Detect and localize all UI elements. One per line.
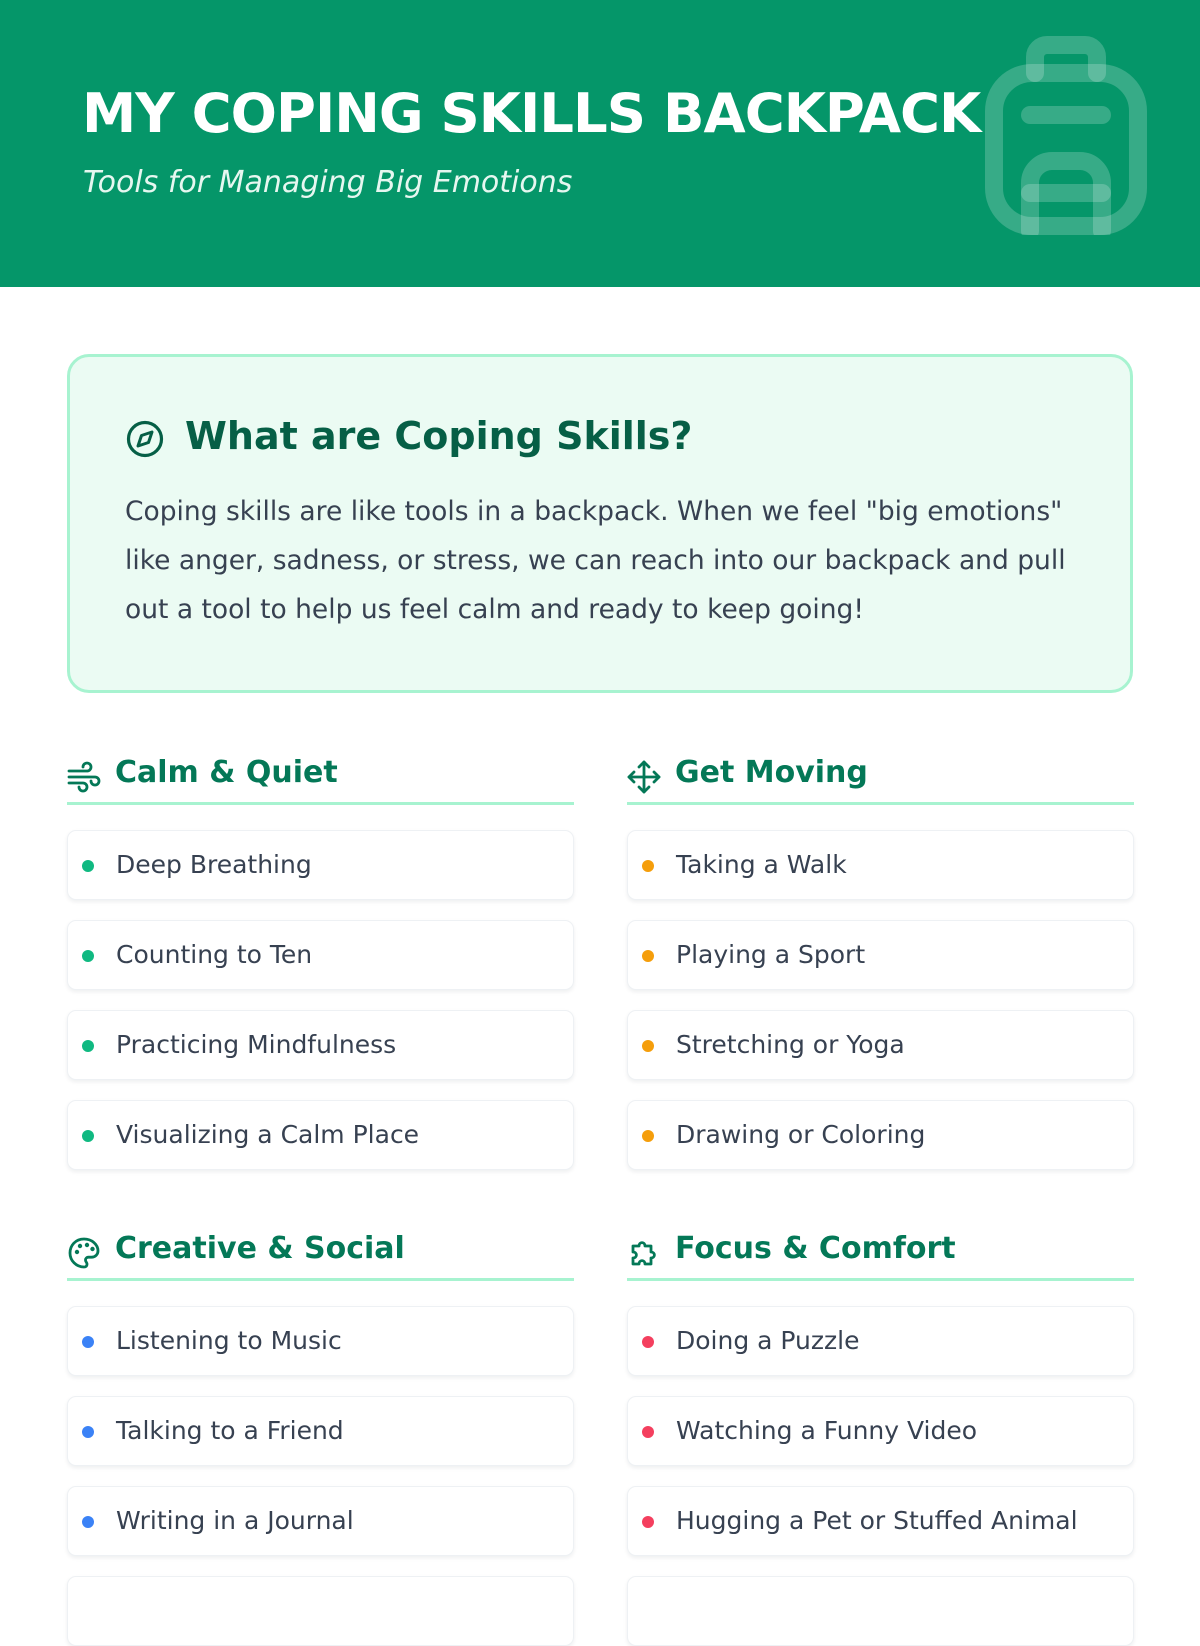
bullet-dot xyxy=(642,1130,654,1142)
skill-item xyxy=(627,1010,1134,1080)
skill-label: Writing in a Journal xyxy=(116,1506,354,1535)
intro-title: What are Coping Skills? xyxy=(185,414,693,458)
skill-item-empty xyxy=(627,1576,1134,1646)
section-header xyxy=(67,1223,574,1281)
section-header xyxy=(627,747,1134,805)
wind-icon xyxy=(67,760,101,794)
skill-item xyxy=(627,1486,1134,1556)
skill-label: Stretching or Yoga xyxy=(676,1030,905,1059)
section-focus-comfort xyxy=(627,1223,1134,1535)
section-creative-social xyxy=(67,1223,574,1535)
bullet-dot xyxy=(642,1040,654,1052)
skill-item xyxy=(67,1306,574,1376)
skill-label: Hugging a Pet or Stuffed Animal xyxy=(676,1506,1078,1535)
bullet-dot xyxy=(642,1336,654,1348)
section-title: Get Moving xyxy=(675,755,868,790)
skill-label: Doing a Puzzle xyxy=(676,1326,860,1355)
skill-label: Playing a Sport xyxy=(676,940,866,969)
skill-label: Practicing Mindfulness xyxy=(116,1030,397,1059)
skill-item xyxy=(67,1486,574,1556)
bullet-dot xyxy=(82,950,94,962)
skill-item xyxy=(67,1010,574,1080)
intro-text: Coping skills are like tools in a backpack. When we feel "big emotions" like anger, sadness, or stress, we can reach into our backpack and pull out a tool to help us feel calm and ready to keep going! xyxy=(125,496,1066,625)
skill-label: Watching a Funny Video xyxy=(676,1416,978,1445)
section-calm-quiet xyxy=(67,747,574,1149)
skill-item xyxy=(67,920,574,990)
skill-label: Visualizing a Calm Place xyxy=(116,1120,420,1149)
bullet-dot xyxy=(82,1336,94,1348)
section-title: Calm & Quiet xyxy=(115,755,338,790)
skill-label: Deep Breathing xyxy=(116,850,312,879)
page-title: MY COPING SKILLS BACKPACK xyxy=(82,81,981,145)
page-subtitle: Tools for Managing Big Emotions xyxy=(83,165,573,200)
bullet-dot xyxy=(642,1516,654,1528)
skill-label: Counting to Ten xyxy=(116,940,313,969)
skill-label: Listening to Music xyxy=(116,1326,342,1355)
bullet-dot xyxy=(82,1130,94,1142)
skill-item xyxy=(627,830,1134,900)
palette-icon xyxy=(67,1236,101,1270)
bullet-dot xyxy=(82,860,94,872)
bullet-dot xyxy=(82,1516,94,1528)
bullet-dot xyxy=(642,1426,654,1438)
skill-item xyxy=(627,1100,1134,1170)
section-header xyxy=(67,747,574,805)
section-get-moving xyxy=(627,747,1134,1149)
skill-item xyxy=(627,1306,1134,1376)
backpack-icon xyxy=(985,35,1147,235)
skill-item-empty xyxy=(67,1576,574,1646)
section-title: Creative & Social xyxy=(115,1231,405,1266)
compass-icon xyxy=(125,419,165,459)
header-banner xyxy=(0,0,1200,287)
bullet-dot xyxy=(82,1040,94,1052)
skill-item xyxy=(67,1100,574,1170)
puzzle-icon xyxy=(627,1236,661,1270)
move-arrows-icon xyxy=(627,760,661,794)
intro-card xyxy=(67,354,1133,693)
bullet-dot xyxy=(82,1426,94,1438)
skill-label: Talking to a Friend xyxy=(116,1416,344,1445)
skill-label: Drawing or Coloring xyxy=(676,1120,926,1149)
section-title: Focus & Comfort xyxy=(675,1231,956,1266)
skill-item xyxy=(627,1396,1134,1466)
skill-item xyxy=(627,920,1134,990)
skill-label: Taking a Walk xyxy=(676,850,847,879)
bullet-dot xyxy=(642,950,654,962)
skill-item xyxy=(67,1396,574,1466)
skill-item xyxy=(67,830,574,900)
bullet-dot xyxy=(642,860,654,872)
section-header xyxy=(627,1223,1134,1281)
